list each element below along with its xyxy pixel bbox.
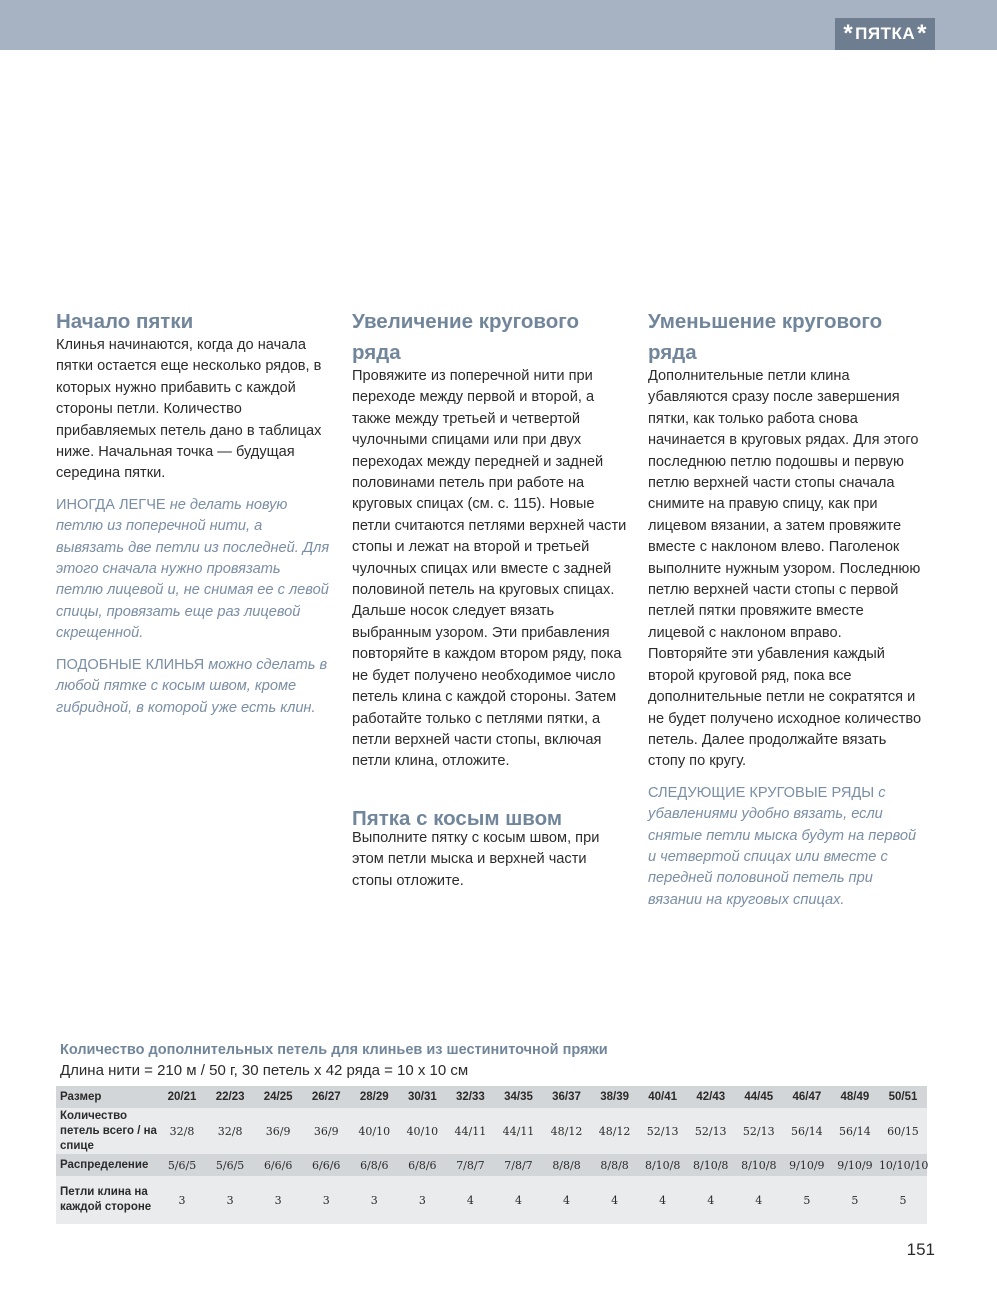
star-icon: *: [917, 20, 927, 47]
table-cell: 6/6/6: [263, 1158, 293, 1172]
table-cell: 20/21: [167, 1091, 197, 1103]
heading-round-decrease: Уменьшение кругового ряда: [648, 310, 883, 364]
table-cell: 4: [755, 1193, 763, 1207]
gusset-stitches-row: [56, 1176, 927, 1224]
table-cell: 44/45: [744, 1091, 774, 1103]
table-cell: 50/51: [888, 1091, 918, 1103]
table-cell: 3: [322, 1193, 330, 1207]
paragraph-round-decrease: Дополнительные петли клина убавляются сразу после завершения пятки, как только работа снова начинается в круговых рядах. Для этого последнюю петлю подошвы и первую петлю верхней части стопы сначала снимите на правую спицу, как при лицевом вязании, а затем провяжите вместе с наклоном влево. Паголенок выполните нужным узором. Последнюю петлю верхней части стопы с первой петлей пятки провяжите вместе лицевой с наклоном вправо. Повторяйте эти убавления каждый второй круговой ряд, пока все дополнительные петли не сократятся и не будет получено исходное количество петель. Далее продолжайте вязать стопу по кругу.: [648, 368, 922, 770]
note-lead: ИНОГДА ЛЕГЧЕ: [56, 496, 166, 513]
table-cell: 52/13: [694, 1124, 727, 1138]
table-subtitle: Длина нити = 210 м / 50 г, 30 петель х 42 ряда = 10 х 10 см: [60, 1062, 469, 1079]
table-cell: 40/41: [648, 1091, 678, 1103]
table-cell: 46/47: [792, 1091, 822, 1103]
table-cell: 4: [466, 1193, 474, 1207]
note-following-rounds: [648, 783, 923, 911]
table-cell: 4: [611, 1193, 619, 1207]
table-cell: 3: [370, 1193, 378, 1207]
star-icon: *: [843, 20, 854, 47]
gusset-table-section: [56, 1040, 927, 1224]
paragraph-round-increase: Провяжите из поперечной нити при переходе между первой и второй, а также между третьей и четвертой чулочными спицами или при двух переходах между передней и задней половинами петель при работе на круговых спицах (см. с. 115). Новые петли считаются петлями верхней части стопы и лежат на второй и третьей чулочных спицах или вместе с задней половиной петель на круговых спицах. Дальше носок следует вязать выбранным узором. Эти прибавления повторяйте в каждом втором ряду, пока не будет получено необходимое число петель клина с каждой стороны. Затем работайте только с петлями пятки, а петли верхней части стопы, включая петли клина, отложите.: [352, 368, 627, 770]
column-round-decrease: [648, 306, 923, 911]
table-cell: 8/8/8: [600, 1158, 629, 1172]
heading-heel-start: Начало пятки: [56, 310, 194, 333]
table-cell: 34/35: [504, 1091, 533, 1103]
table-cell: 9/10/9: [837, 1158, 873, 1172]
table-cell: 4: [514, 1193, 522, 1207]
note-text: с убавлениями удобно вязать, если снятые петли мыска будут на первой и четвертой спицах или вместе с передней половиной петель при вязании на круговых спицах.: [648, 784, 917, 908]
table-cell: 8/10/8: [693, 1158, 729, 1172]
table-cell: 24/25: [263, 1091, 293, 1103]
page-number: 151: [906, 1240, 935, 1259]
table-cell: 32/8: [217, 1124, 243, 1138]
table-cell: 6/8/6: [408, 1158, 437, 1172]
table-cell: 60/15: [887, 1124, 919, 1138]
table-cell: 3: [226, 1193, 234, 1207]
table-cell: 6/8/6: [360, 1158, 389, 1172]
table-cell: 22/23: [215, 1091, 245, 1103]
table-cell: 52/13: [742, 1124, 775, 1138]
table-cell: 3: [274, 1193, 282, 1207]
section-title: ПЯТКА: [855, 24, 916, 43]
heading-slanted-seam-heel: Пятка с косым швом: [352, 806, 563, 830]
distribution-row: [56, 1154, 927, 1176]
table-cell: 10/10/10: [878, 1158, 929, 1172]
paragraph-slanted-seam-heel: Выполните пятку с косым швом, при этом петли мыска и верхней части стопы отложите.: [352, 829, 600, 889]
table-cell: 3: [418, 1193, 426, 1207]
note-lead: СЛЕДУЮЩИЕ КРУГОВЫЕ РЯДЫ: [648, 784, 875, 801]
table-cell: 5/6/5: [215, 1158, 245, 1172]
table-cell: 7/8/7: [504, 1158, 533, 1172]
table-cell: 38/39: [600, 1091, 629, 1103]
table-cell: 7/8/7: [456, 1158, 485, 1172]
note-text: не делать новую петлю из поперечной нити, а вывязать две петли из последней. Для этого сначала нужно провязать петлю лицевой и, не снимая ее с левой спицы, провязать еще раз лицевой скрещенной.: [56, 496, 330, 642]
table-cell: 48/12: [598, 1124, 631, 1138]
table-cell: 8/10/8: [644, 1158, 681, 1172]
table-cell: 30/31: [407, 1091, 437, 1103]
table-cell: 8/8/8: [552, 1158, 581, 1172]
table-cell: 5: [803, 1193, 811, 1207]
stitches-row: [56, 1108, 927, 1154]
table-cell: 48/12: [550, 1124, 583, 1138]
row-label: Распределение: [60, 1158, 149, 1171]
row-label: Количество петель всего / на спице: [60, 1109, 157, 1152]
table-cell: 56/14: [790, 1124, 823, 1138]
table-cell: 4: [563, 1193, 571, 1207]
note-text: можно сделать в любой пятке с косым швом, кроме гибридной, в которой уже есть клин.: [56, 656, 328, 716]
table-cell: 36/9: [265, 1124, 291, 1138]
table-cell: 32/33: [456, 1091, 485, 1103]
note-easier: [56, 495, 331, 645]
table-cell: 36/9: [313, 1124, 339, 1138]
table-cell: 5: [899, 1193, 907, 1207]
table-title: Количество дополнительных петель для клиньев из шестиниточной пряжи: [60, 1042, 608, 1058]
column-heel-start: [56, 306, 331, 719]
row-label: Размер: [60, 1090, 102, 1103]
table-cell: 32/8: [169, 1124, 195, 1138]
table-cell: 40/10: [406, 1124, 439, 1138]
table-cell: 4: [707, 1193, 715, 1207]
table-cell: 9/10/9: [789, 1158, 825, 1172]
table-cell: 44/11: [454, 1124, 487, 1138]
section-tag: [835, 18, 935, 50]
table-cell: 28/29: [359, 1091, 389, 1103]
table-cell: 36/37: [552, 1091, 581, 1103]
table-cell: 3: [178, 1193, 186, 1207]
table-cell: 8/10/8: [741, 1158, 777, 1172]
table-cell: 42/43: [696, 1091, 726, 1103]
table-cell: 56/14: [839, 1124, 871, 1138]
table-cell: 5/6/5: [167, 1158, 197, 1172]
heading-round-increase: Увеличение кругового ряда: [352, 310, 580, 364]
row-label: Петли клина на каждой стороне: [60, 1186, 152, 1213]
table-cell: 4: [659, 1193, 667, 1207]
paragraph-heel-start: Клинья начинаются, когда до начала пятки остается еще несколько рядов, в которых нужно прибавить с каждой стороны петли. Количество прибавляемых петель дано в таблицах ниже. Начальная точка — будущая середина пятки.: [56, 337, 322, 482]
gusset-table: [56, 1086, 927, 1224]
note-similar-gussets: [56, 655, 331, 719]
size-row: [56, 1086, 927, 1108]
table-cell: 52/13: [646, 1124, 679, 1138]
table-cell: 26/27: [311, 1091, 341, 1103]
table-cell: 40/10: [358, 1124, 391, 1138]
table-cell: 48/49: [840, 1091, 870, 1103]
note-lead: ПОДОБНЫЕ КЛИНЬЯ: [56, 656, 205, 673]
table-cell: 6/6/6: [312, 1158, 341, 1172]
column-round-increase: [352, 306, 627, 892]
table-cell: 44/11: [502, 1124, 535, 1138]
table-cell: 5: [851, 1193, 859, 1207]
